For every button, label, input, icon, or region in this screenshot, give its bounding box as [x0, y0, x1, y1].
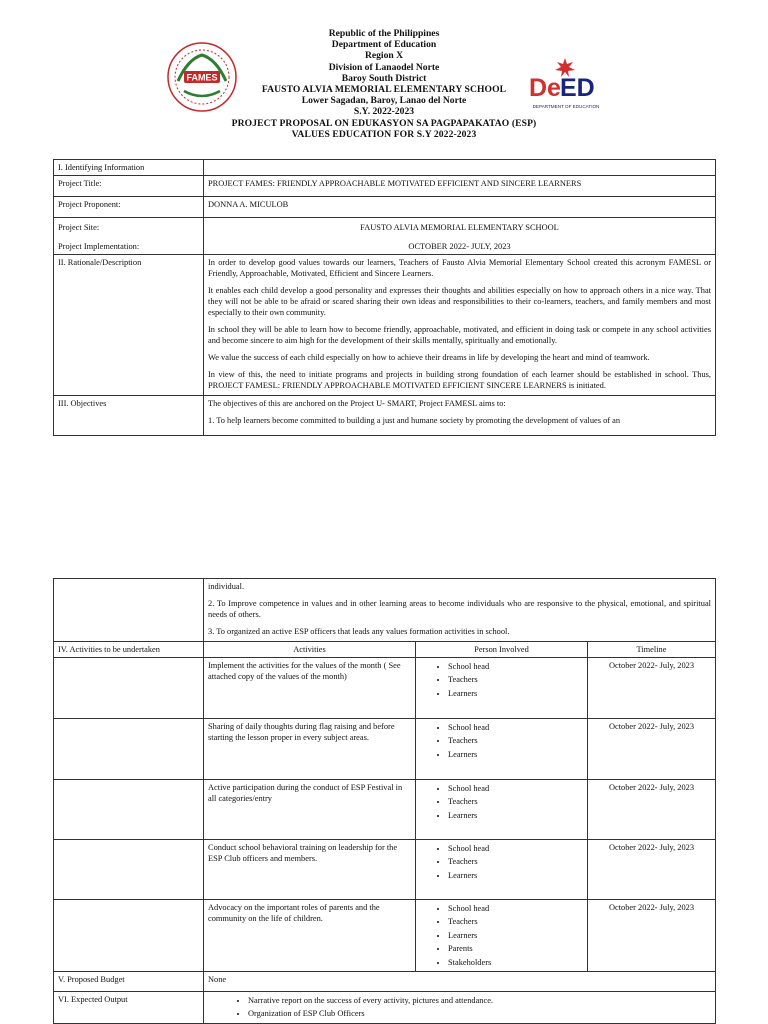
list-item: • School head [448, 782, 583, 795]
rationale-paragraph: In view of this, the need to initiate programs and projects in building strong foundation of each learner should be established in school. Thus, PROJECT FAMESL: FRIENDLY APPROACHABLE MOTIVATED EFFICIENT SINCERE LEARNERS is initiated. [208, 370, 711, 390]
table-row [54, 719, 716, 780]
header-line-region: Region X [364, 50, 404, 62]
rationale-paragraph: We value the success of each child especially on how to achieve their dreams in life by developing the heart and mind of teamwork. [208, 353, 650, 362]
project-title-value: PROJECT FAMES: FRIENDLY APPROACHABLE MOTIVATED EFFICIENT AND SINCERE LEARNERS [204, 176, 716, 197]
header-line-values-education: VALUES EDUCATION FOR S.Y 2022-2023 [291, 128, 477, 140]
header-line-division: Division of Lanaodel Norte [328, 61, 440, 73]
table-row [54, 780, 716, 840]
header-line-school-year: S.Y. 2022-2023 [353, 106, 415, 118]
list-item: • Teachers [448, 673, 583, 686]
list-item: • Teachers [448, 855, 583, 868]
list-item: • Stakeholders [448, 956, 583, 969]
table-row [54, 218, 716, 255]
header-line-republic: Republic of the Philippines [328, 28, 440, 39]
header-line-school: FAUSTO ALVIA MEMORIAL ELEMENTARY SCHOOL [261, 84, 507, 96]
svg-text:De: De [529, 74, 561, 102]
site-label: Project Site: [58, 223, 100, 232]
table-row [54, 160, 716, 176]
list-item: • School head [448, 902, 583, 915]
list-item: • Teachers [448, 734, 583, 747]
fames-logo-text: FAMES [186, 72, 218, 83]
person-list [420, 660, 583, 700]
header-line-proposal-title: PROJECT PROPOSAL ON EDUKASYON SA PAGPAPAKATAO (ESP) [231, 117, 537, 129]
table-row [54, 900, 716, 972]
person-list [420, 842, 583, 882]
project-title-label: Project Title: [54, 176, 204, 197]
rationale-label: II. Rationale/Description [54, 255, 204, 396]
list-item: • School head [448, 721, 583, 734]
col-header-timeline: Timeline [588, 642, 716, 658]
list-item: • Learners [448, 748, 583, 761]
list-item: • Learners [448, 929, 583, 942]
header-line-address: Lower Sagadan, Baroy, Lanao del Norte [301, 95, 467, 107]
table-row [54, 579, 716, 642]
table-row [54, 176, 716, 197]
fames-logo [166, 41, 238, 113]
rationale-paragraph: In order to develop good values towards our learners, Teachers of Fausto Alvia Memorial Elementary School created this acronym FAMESL or Friendly, Approachable, Motivated, Efficient and Sincere Learners. [208, 258, 711, 278]
table-row [54, 197, 716, 218]
budget-label: V. Proposed Budget [54, 972, 204, 992]
objectives-intro: The objectives of this are anchored on the Project U- SMART, Project FAMESL aims to: [208, 399, 506, 408]
table-row [54, 658, 716, 719]
objectives-label: III. Objectives [54, 396, 204, 436]
rationale-content [204, 255, 716, 396]
table-row [54, 972, 716, 992]
header-line-district: Baroy South District [341, 72, 427, 84]
list-item: • Learners [448, 687, 583, 700]
rationale-paragraph: In school they will be able to learn how to become friendly, approachable, motivated, and efficient in doing task or compete in any school activities and become sincere to aim high for the development of their skills mentally, spiritually and emotionally. [208, 325, 711, 345]
output-list [208, 994, 711, 1021]
budget-value: None [204, 972, 716, 992]
site-value: FAUSTO ALVIA MEMORIAL ELEMENTARY SCHOOL [360, 223, 559, 232]
activity-text: Advocacy on the important roles of parents and the community on the life of children. [204, 900, 416, 972]
timeline-text: October 2022- July, 2023 [588, 658, 716, 719]
proponent-label: Project Proponent: [54, 197, 204, 218]
person-list [420, 721, 583, 761]
list-item: • Learners [448, 809, 583, 822]
col-header-activities: Activities [204, 642, 416, 658]
identifying-info-label: I. Identifying Information [54, 160, 204, 176]
table-row [54, 396, 716, 436]
implementation-value: OCTOBER 2022- JULY, 2023 [408, 242, 511, 251]
objective-1-continued: individual. [208, 582, 245, 591]
table-row [54, 255, 716, 396]
list-item: • Teachers [448, 795, 583, 808]
proposal-table-page2 [53, 578, 716, 1024]
objective-2: 2. To Improve competence in values and in other learning areas to become individuals who are responsive to the physical, emotional, and spiritual needs of others. [208, 599, 711, 619]
expected-output-label: VI. Expected Output [54, 992, 204, 1024]
person-list [420, 902, 583, 969]
timeline-text: October 2022- July, 2023 [588, 840, 716, 900]
rationale-paragraph: It enables each child develop a good personality and expresses their thoughts and abilities especially on how to approach others in a nice way. That they will not be able to be afraid or scared sharing their own ideas and responsibilities to their co-learners, teachers, and family members and most especially to their own community. [208, 286, 711, 317]
list-item: • Learners [448, 869, 583, 882]
list-item: • Narrative report on the success of every activity, pictures and attendance. [248, 994, 711, 1007]
activity-text: Conduct school behavioral training on leadership for the ESP Club officers and members. [204, 840, 416, 900]
deped-logo [527, 54, 605, 114]
timeline-text: October 2022- July, 2023 [588, 900, 716, 972]
svg-text:ED: ED [560, 74, 595, 102]
table-row [54, 992, 716, 1024]
table-row [54, 642, 716, 658]
person-list [420, 782, 583, 822]
activity-text: Implement the activities for the values of the month ( See attached copy of the values of the month) [204, 658, 416, 719]
objective-3: 3. To organized an active ESP officers that leads any values formation activities in school. [208, 627, 510, 636]
col-header-person: Person Involved [416, 642, 588, 658]
list-item: • Parents [448, 942, 583, 955]
timeline-text: October 2022- July, 2023 [588, 719, 716, 780]
list-item: • School head [448, 842, 583, 855]
activity-text: Active participation during the conduct of ESP Festival in all categories/entry [204, 780, 416, 840]
proposal-table-page1 [53, 159, 716, 436]
deped-logo-subtext: DEPARTMENT OF EDUCATION [532, 104, 600, 109]
timeline-text: October 2022- July, 2023 [588, 780, 716, 840]
header-line-deped: Department of Education [331, 39, 437, 51]
list-item: • Organization of ESP Club Officers [248, 1007, 711, 1020]
table-row [54, 840, 716, 900]
list-item: • School head [448, 660, 583, 673]
implementation-label: Project Implementation: [58, 242, 140, 251]
document-header [0, 28, 768, 140]
list-item: • Teachers [448, 915, 583, 928]
objective-1: 1. To help learners become committed to building a just and humane society by promoting the development of values of an [208, 416, 621, 425]
activities-label: IV. Activities to be undertaken [54, 642, 204, 658]
proponent-value: DONNA A. MICULOB [204, 197, 716, 218]
activity-text: Sharing of daily thoughts during flag raising and before starting the lesson proper in every subject areas. [204, 719, 416, 780]
